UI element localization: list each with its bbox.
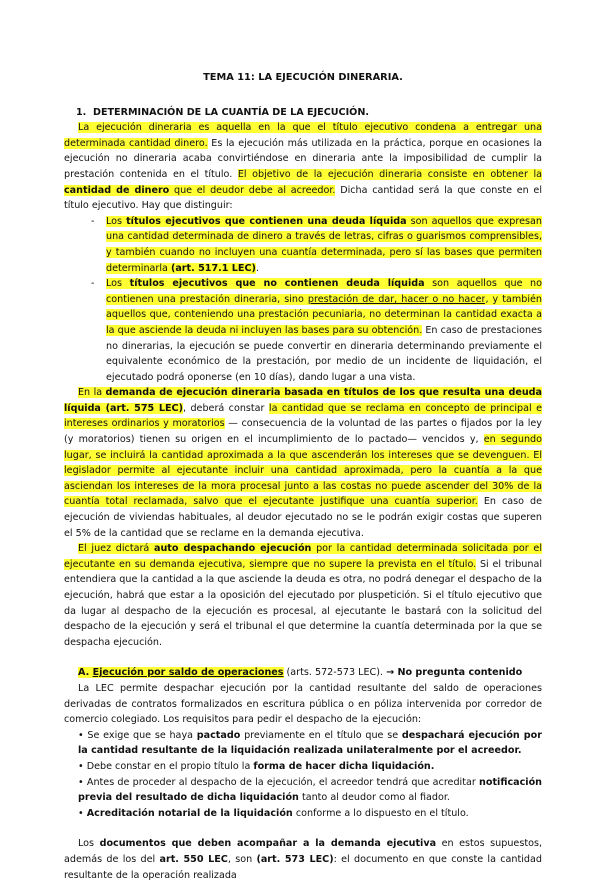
highlight: en segundo lugar, se incluirá la cantidad aproximada a la que ascenderán los intereses que se devenguen. El legislador permite al ejecutante incluir una cantidad aproximada, pero la cuantía a la que asciendan los intereses de la mora procesal junto a las costas no puede ascender del 30% de la cuantía total reclamada, salvo que el ejecutante justifique una cuantía superior. xyxy=(64,434,542,508)
bullet-item xyxy=(78,759,542,775)
paragraph-1 xyxy=(64,120,542,214)
highlight: El objetivo de la ejecución dineraria consiste en obtener la xyxy=(237,168,542,180)
text: En caso de ejecución de viviendas habituales, al deudor ejecutado no se le podrán exigir costas que superen el 5% de la cantidad que se reclame en la demanda ejecutiva. xyxy=(64,496,542,539)
spacer xyxy=(64,650,542,665)
text: , deberá constar xyxy=(182,402,269,414)
arrow-right-icon: → xyxy=(386,667,395,679)
text: tanto al deudor como al fiador. xyxy=(298,792,450,804)
text: Debe constar en el propio título la xyxy=(83,760,254,772)
bold-text: Acreditación notarial de la liquidación xyxy=(86,807,293,819)
paragraph-a: La LEC permite despachar ejecución por la cantidad resultante del saldo de operaciones derivadas de contratos formalizados en escritura pública o en póliza intervenida por corredor de comercio colegiado. Los requisitos para pedir el despacho de la ejecución: xyxy=(64,682,542,726)
text: , son xyxy=(227,853,257,865)
text: en estos supuestos, además de los del xyxy=(64,838,543,865)
bullet-item xyxy=(78,775,542,806)
text: Es la ejecución más utilizada en la práctica, porque en ocasiones la ejecución no dineraria acaba convirtiéndose en dineraria ante la imposibilidad de cumplir la prestación contenida en el título. xyxy=(64,137,543,180)
section-1-heading xyxy=(76,105,542,121)
bold-underlined-highlight: Ejecución por saldo de operaciones xyxy=(92,667,284,679)
spacer xyxy=(64,821,542,836)
text: Se exige que se haya xyxy=(83,729,197,741)
underlined-highlight: prestación de dar, hacer o no hacer xyxy=(307,293,486,305)
bold-text: art. 550 LEC xyxy=(159,853,228,865)
text: previamente en el título que se xyxy=(240,729,402,741)
bold-text: No pregunta contenido xyxy=(394,667,523,679)
section-a-heading xyxy=(78,665,542,681)
list-item-liquid-debt xyxy=(64,214,542,276)
paragraph-4 xyxy=(64,836,542,883)
highlight: La ejecución dineraria es aquella en la que el título ejecutivo condena a entregar una determinada cantidad dinero. xyxy=(64,122,542,149)
highlight: El juez dictará xyxy=(78,543,154,555)
bold-text: documentos que deben acompañar a la demanda ejecutiva xyxy=(99,838,437,850)
bullet-icon: • xyxy=(78,776,84,788)
page-title: TEMA 11: LA EJECUCIÓN DINERARIA. xyxy=(203,72,403,83)
highlight: En la xyxy=(78,387,106,399)
text: Los xyxy=(78,838,100,850)
bold-text: forma de hacer dicha liquidación. xyxy=(253,760,435,772)
highlight: Los xyxy=(106,278,130,290)
bullet-item xyxy=(78,728,542,759)
paragraph-2 xyxy=(64,385,542,541)
bold-text: (art. 573 LEC) xyxy=(256,853,334,865)
text: conforme a lo dispuesto en el título. xyxy=(292,807,469,819)
highlight: son aquellos que expresan una cantidad determinada de dinero a través de letras, cifras o guarismos comprensibles, y también cuando no incluyen una cuantía determinada, pero sí las bases que permiten determinarla xyxy=(106,215,542,274)
text: Si el tribunal entendiera que la cantidad a la que asciende la deuda es otra, no podrá denegar el despacho de la ejecución, habrá que estar a la oposición del ejecutado por pluspetición. Si el título ejecutivo que da lugar al despacho de la ejecución es procesal, al ejecutante le bastará con la solicitud del despacho de la ejecución y será el tribunal el que determine la cuantía determinada por la que se despacha ejecución. xyxy=(64,558,542,648)
text: — consecuencia de la voluntad de las partes o fijados por la ley (y moratorios) tienen su origen en el incumplimiento de lo pactado— vencidos y, xyxy=(64,418,542,446)
bullet-icon: • xyxy=(78,807,84,819)
text: Antes de proceder al despacho de la ejecución, el acreedor tendrá que acreditar xyxy=(83,776,480,788)
text: . xyxy=(255,262,259,274)
bold-highlight: (art. 517.1 LEC) xyxy=(170,262,256,274)
text: : el documento en que conste la cantidad resultante de la operación realizada xyxy=(64,853,542,881)
bold-highlight: A. xyxy=(78,667,93,679)
bold-highlight: títulos ejecutivos que no contienen deuda líquida xyxy=(129,278,425,290)
bullet-item xyxy=(78,806,542,822)
bold-text: despachará ejecución por la cantidad resultante de la liquidación realizada unilateralmente por el acreedor. xyxy=(78,729,542,757)
bold-highlight: demanda de ejecución dineraria basada en títulos de los que resulta una deuda líquida (art. 575 LEC) xyxy=(64,387,542,414)
text: (arts. 572-573 LEC). xyxy=(283,667,387,679)
bullet-icon: • xyxy=(78,760,84,772)
highlight: la cantidad que se reclama en concepto de principal e intereses ordinarios y moratorios xyxy=(64,402,542,430)
paragraph-3 xyxy=(64,541,542,650)
bold-highlight: auto despachando ejecución xyxy=(154,543,312,555)
bold-text: notificación previa del resultado de dicha liquidación xyxy=(78,776,542,804)
text: Dicha cantidad será la que conste en el título ejecutivo. Hay que distinguir: xyxy=(64,184,542,212)
dash-marker: - xyxy=(91,215,95,227)
highlight: que el deudor debe al acreedor. xyxy=(169,184,336,196)
highlight: , y también aquellos que, conteniendo una prestación pecuniaria, no determinan la cantidad exacta a la que asciende la deuda ni incluyen las bases para su obtención. xyxy=(106,293,542,336)
highlight: Los xyxy=(106,215,127,227)
highlight: son aquellos que no contienen una prestación dineraria, sino xyxy=(106,278,542,305)
list-item-non-liquid-debt xyxy=(64,276,542,385)
section-1-heading-text: DETERMINACIÓN DE LA CUANTÍA DE LA EJECUCIÓN. xyxy=(93,106,369,118)
bullet-icon: • xyxy=(78,729,84,741)
section-1-number: 1. xyxy=(76,106,87,118)
dash-marker: - xyxy=(91,278,95,290)
bold-highlight: cantidad de dinero xyxy=(64,184,170,196)
bold-highlight: títulos ejecutivos que contienen una deuda líquida xyxy=(126,215,407,227)
bold-text: pactado xyxy=(196,729,241,741)
text: En caso de prestaciones no dinerarias, la ejecución se puede convertir en dineraria determinando previamente el equivalente económico de la prestación, por medio de un incidente de liquidación, el ejecutado podrá oponerse (en 10 días), dando lugar a una vista. xyxy=(106,324,543,383)
highlight: por la cantidad determinada solicitada por el ejecutante en su demanda ejecutiva, siempre que no supere la prevista en el título. xyxy=(64,543,542,570)
